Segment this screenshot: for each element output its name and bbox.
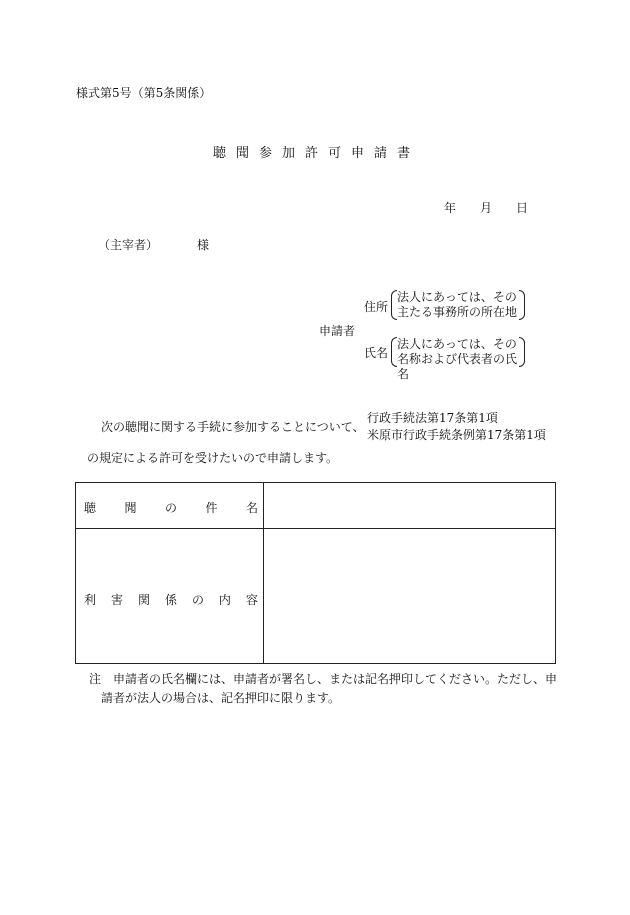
date-year-label: 年 (444, 201, 457, 215)
label-char: 容 (245, 593, 258, 607)
address-label: 住所 (364, 300, 389, 314)
name-note-bracket (391, 337, 525, 381)
body-sentence-end: の規定による許可を受けたいので申請します。 (87, 451, 339, 465)
hearing-title-label (84, 499, 258, 516)
label-char: 害 (110, 593, 123, 607)
name-note-line-1: 法人にあっては、その (397, 337, 517, 351)
label-char: 関 (137, 593, 150, 607)
label-char: 内 (218, 593, 231, 607)
honorific-suffix: 様 (197, 238, 210, 252)
address-note-line-1: 法人にあっては、その (397, 290, 517, 304)
date-day-label: 日 (516, 201, 529, 215)
law-option-2: 米原市行政手続条例第17条第1項 (367, 428, 546, 442)
name-note-line-2: 名称および代表者の氏名 (397, 352, 518, 381)
table-column-divider (263, 483, 264, 663)
label-char: 聴 (84, 501, 97, 515)
document-title: 聴聞参加許可申請書 (213, 146, 421, 161)
note-line-2: 請者が法人の場合は、記名押印に限ります。 (101, 691, 341, 705)
law-option-1: 行政手続法第17条第1項 (367, 411, 498, 425)
label-char: 件 (205, 501, 218, 515)
note-line-1: 注 申請者の氏名欄には、申請者が署名し、または記名押印してください。ただし、申 (89, 672, 558, 686)
label-char: 利 (84, 593, 97, 607)
date-month-label: 月 (480, 201, 493, 215)
applicant-label: 申請者 (319, 324, 356, 338)
label-char: の (164, 501, 177, 515)
address-note-bracket (391, 290, 525, 320)
label-char: の (191, 593, 204, 607)
label-char: 名 (245, 501, 258, 515)
form-number: 様式第5号（第5条関係） (76, 86, 212, 100)
application-table (75, 482, 556, 664)
label-char: 係 (164, 593, 177, 607)
address-note-line-2: 主たる事務所の所在地 (397, 305, 518, 319)
body-sentence-start: 次の聴聞に関する手続に参加することについて、 (101, 420, 365, 434)
label-char: 聞 (124, 501, 137, 515)
interest-details-label (84, 591, 258, 608)
host-label: （主宰者） (98, 238, 159, 252)
table-row-divider (76, 528, 555, 529)
name-label: 氏名 (364, 346, 389, 360)
